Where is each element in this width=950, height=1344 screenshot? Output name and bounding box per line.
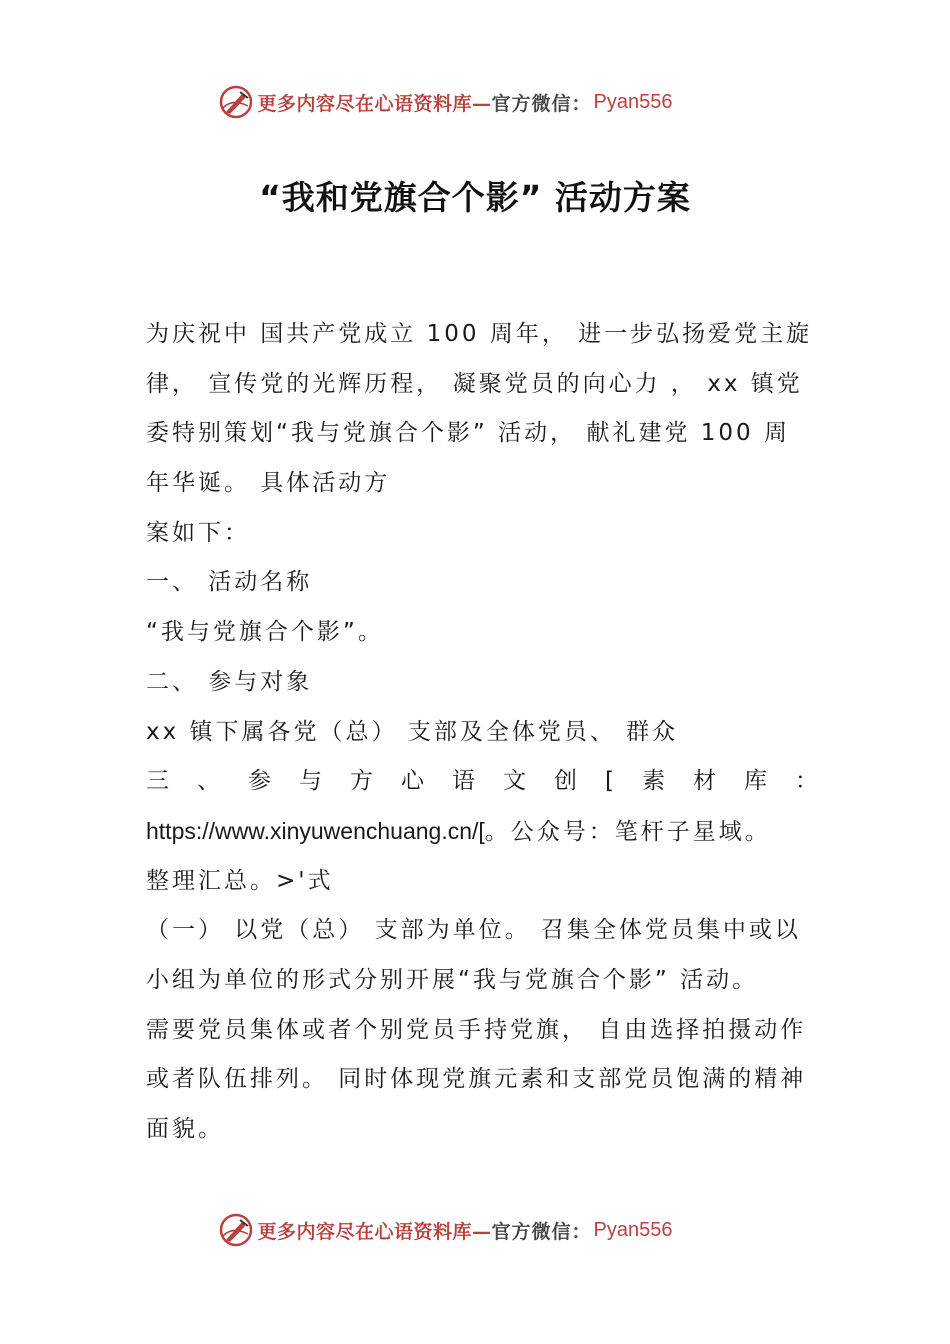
- body-line: 需要党员集体或者个别党员手持党旗， 自由选择拍摄动作: [146, 1016, 807, 1043]
- banner-wechat-label: 官方微信：: [491, 1220, 592, 1243]
- section-heading-1: 一、 活动名称: [146, 569, 313, 596]
- section-heading-3: [146, 757, 818, 807]
- body-line: 面貌。: [146, 1116, 224, 1142]
- url-line-rest: 。公众号：笔杆子星域。: [484, 818, 771, 845]
- body-line: 案如下：: [146, 519, 250, 546]
- heading-char: 参: [248, 768, 271, 795]
- heading-char: 材: [692, 768, 716, 795]
- heading-char: 语: [452, 768, 475, 795]
- body-line: （一） 以党（总） 支部为单位。 召集全体党员集中或以: [146, 917, 801, 944]
- heading-char: 三: [146, 768, 169, 795]
- heading-char: 方: [350, 768, 373, 795]
- header-banner: [0, 82, 950, 122]
- body-line: xx 镇下属各党（总） 支部及全体党员、 群众: [146, 718, 679, 745]
- pen-logo-icon: [218, 84, 254, 120]
- body-line: 为庆祝中 国共产党成立 100 周年， 进一步弘扬爱党主旋: [146, 321, 813, 347]
- banner-main-text: 更多内容尽在心语资料库—: [257, 1220, 492, 1243]
- heading-char: [: [605, 768, 614, 795]
- body-line: “我与党旗合个影”。: [146, 619, 384, 646]
- footer-banner: [0, 1210, 950, 1250]
- banner-wechat-id: Pyan556: [593, 1218, 673, 1241]
- body-line: 整理汇总。>'式: [146, 867, 334, 894]
- banner-main-text: 更多内容尽在心语资料库—: [257, 92, 492, 115]
- body-line: 律， 宣传党的光辉历程， 凝聚党员的向心力 ， xx 镇党: [146, 370, 803, 397]
- document-title: “我和党旗合个影” 活动方案: [259, 178, 691, 217]
- pen-logo-icon: [218, 1212, 254, 1248]
- document-body: [146, 310, 818, 1155]
- banner-wechat-id: Pyan556: [593, 90, 673, 113]
- heading-char: 与: [299, 768, 322, 795]
- body-line: 委特别策划“我与党旗合个影” 活动， 献礼建党 100 周: [146, 420, 790, 447]
- heading-char: 素: [641, 768, 665, 795]
- heading-char: 、: [197, 768, 220, 795]
- url-line: [146, 807, 806, 857]
- heading-char: 创: [554, 768, 577, 795]
- section-heading-2: 二、 参与对象: [146, 668, 313, 695]
- heading-char: 库: [743, 768, 767, 795]
- body-line: 年华诞。 具体活动方: [146, 470, 391, 497]
- website-link[interactable]: https://www.xinyuwenchuang.cn/[: [146, 817, 485, 844]
- heading-char: ：: [794, 768, 818, 795]
- body-line: 或者队伍排列。 同时体现党旗元素和支部党员饱满的精神: [146, 1066, 807, 1093]
- body-line: 小组为单位的形式分别开展“我与党旗合个影” 活动。: [146, 966, 759, 993]
- heading-char: 文: [503, 768, 526, 795]
- banner-wechat-label: 官方微信：: [491, 92, 592, 115]
- heading-char: 心: [401, 768, 424, 795]
